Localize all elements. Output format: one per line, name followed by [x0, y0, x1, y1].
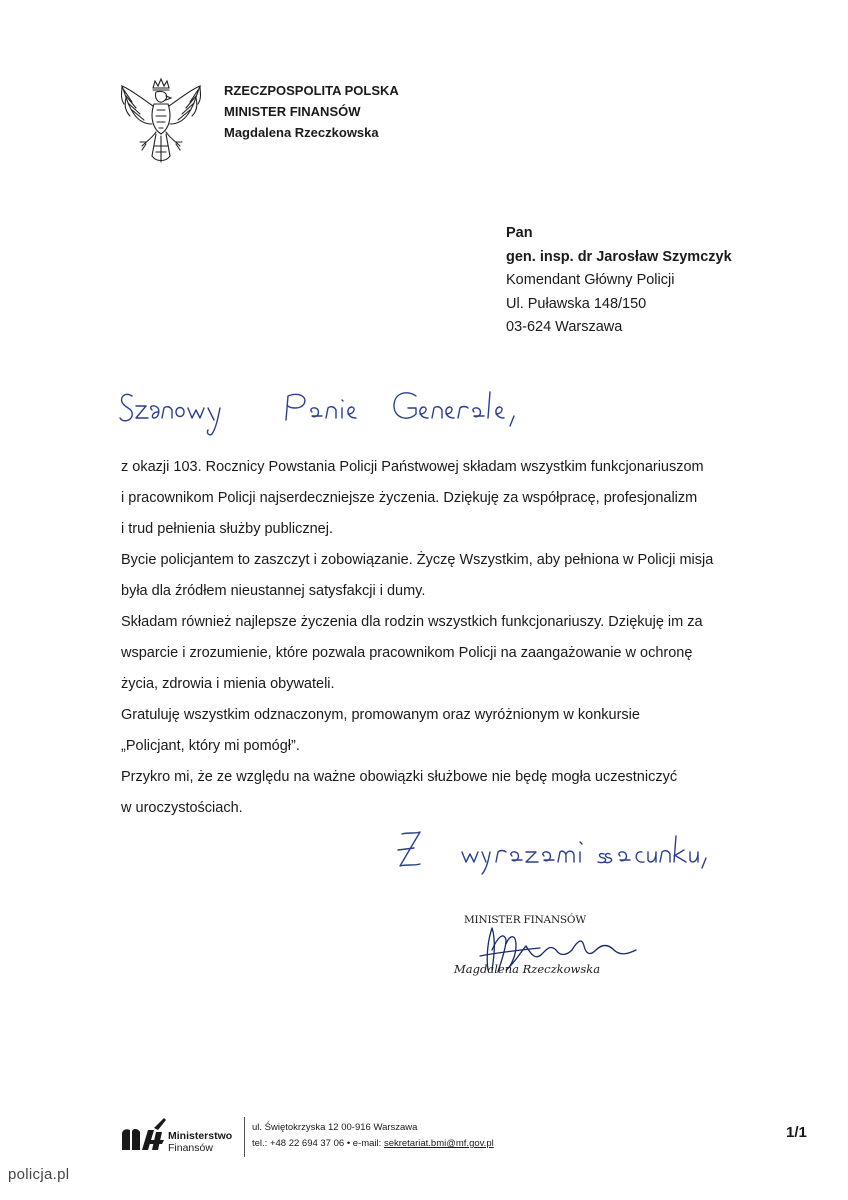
body-line: życia, zdrowia i mienia obywateli.: [121, 676, 335, 692]
body-line: i trud pełnienia służby publicznej.: [121, 521, 333, 537]
addressee-honorific: Pan: [506, 225, 533, 241]
source-watermark: policja.pl: [8, 1166, 70, 1183]
footer-address: ul. Świętokrzyska 12 00-916 Warszawa: [252, 1122, 418, 1133]
footer-divider: [244, 1117, 245, 1157]
sender-name: Magdalena Rzeczkowska: [224, 125, 379, 140]
sender-country: RZECZPOSPOLITA POLSKA: [224, 83, 399, 98]
body-line: i pracownikom Policji najserdeczniejsze życzenia. Dziękuję za współpracę, profesjonalizm: [121, 490, 698, 506]
handwritten-salutation: [118, 378, 538, 438]
body-line: była dla źródłem nieustannej satysfakcji i dumy.: [121, 583, 426, 599]
footer-contact: [252, 1120, 494, 1152]
addressee-block: [506, 222, 732, 340]
body-line: wsparcie i zrozumienie, które pozwala pracownikom Policji na zaangażowanie w ochronę: [121, 645, 693, 661]
body-line: w uroczystościach.: [121, 800, 243, 816]
body-line: „Policjant, który mi pomógł”.: [121, 738, 300, 754]
footer-email-link[interactable]: sekretariat.bmi@mf.gov.pl: [383, 1138, 494, 1149]
letter-body: [121, 452, 811, 824]
sender-office: MINISTER FINANSÓW: [224, 104, 361, 119]
body-line: Składam również najlepsze życzenia dla rodzin wszystkich funkcjonariuszy. Dziękuję im za: [121, 614, 703, 630]
addressee-position: Komendant Główny Policji: [506, 272, 675, 288]
body-line: Gratuluję wszystkim odznaczonym, promowanym oraz wyróżnionym w konkursie: [121, 707, 640, 723]
addressee-city: 03-624 Warszawa: [506, 319, 623, 335]
body-line: Przykro mi, że ze względu na ważne obowiązki służbowe nie będę mogła uczestniczyć: [121, 769, 678, 785]
body-line: Bycie policjantem to zaszczyt i zobowiązanie. Życzę Wszystkim, aby pełniona w Policji misja: [121, 552, 714, 568]
body-line: z okazji 103. Rocznicy Powstania Policji Państwowej składam wszystkim funkcjonariuszom: [121, 459, 704, 475]
signature-stamp: [440, 900, 640, 990]
addressee-name: gen. insp. dr Jarosław Szymczyk: [506, 248, 732, 265]
brand-line-1: Ministerstwo: [168, 1130, 233, 1142]
handwritten-closing: [392, 822, 742, 882]
footer-phone-email: [252, 1136, 494, 1152]
ministry-logo-icon: [118, 1116, 168, 1152]
page-number: 1/1: [786, 1124, 807, 1141]
sender-header: [224, 80, 399, 143]
footer-phone: tel.: +48 22 694 37 06 • e-mail:: [252, 1138, 384, 1149]
polish-eagle-emblem-icon: [116, 76, 206, 168]
signature-name: Magdalena Rzeczkowska: [454, 962, 601, 976]
addressee-street: Ul. Puławska 148/150: [506, 295, 647, 312]
signature-title: MINISTER FINANSÓW: [464, 914, 586, 926]
brand-line-2: Finansów: [168, 1142, 213, 1154]
ministry-brand: [168, 1130, 232, 1154]
